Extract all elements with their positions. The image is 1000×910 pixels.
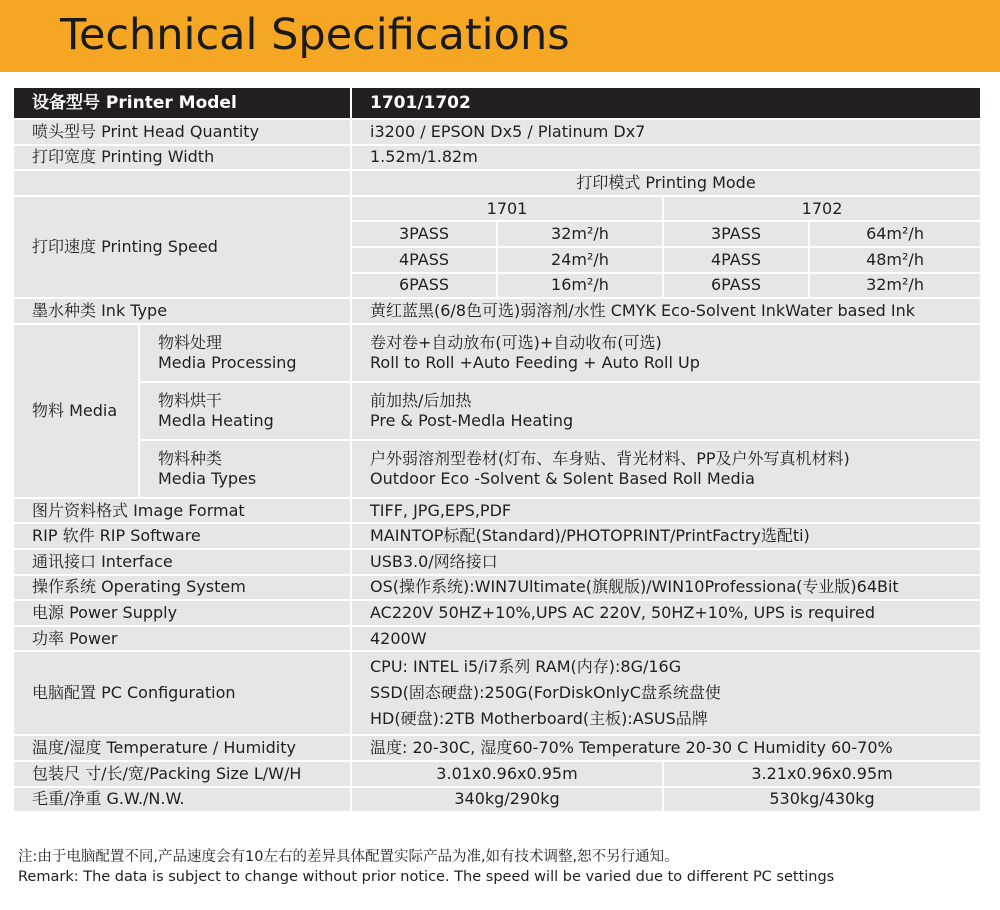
media-sub-value <box>351 440 981 498</box>
pc-line-3: HD(硬盘):2TB Motherboard(主板):ASUS品牌 <box>370 709 708 729</box>
temp-value: 温度: 20-30C, 湿度60-70% Temperature 20-30 C Humidity 60-70% <box>351 735 981 761</box>
header-label: 设备型号 Printer Model <box>13 87 351 119</box>
table-row <box>13 324 981 382</box>
print-mode-title: 打印模式 Printing Mode <box>351 170 981 196</box>
pass-cell: 4PASS <box>663 247 809 273</box>
table-row <box>13 626 981 652</box>
spec-table <box>12 86 982 813</box>
pass-cell: 3PASS <box>351 221 497 247</box>
print-width-label: 打印宽度 Printing Width <box>13 145 351 171</box>
mode-blank <box>13 170 351 196</box>
ink-label: 墨水种类 Ink Type <box>13 298 351 324</box>
speed-cell: 32m²/h <box>809 273 981 299</box>
media-sub-value <box>351 382 981 440</box>
interface-value: USB3.0/网络接口 <box>351 549 981 575</box>
power-supply-label: 电源 Power Supply <box>13 600 351 626</box>
table-row <box>13 498 981 524</box>
title-banner <box>0 0 1000 72</box>
temp-label: 温度/湿度 Temperature / Humidity <box>13 735 351 761</box>
image-format-label: 图片资料格式 Image Format <box>13 498 351 524</box>
pc-value <box>351 651 981 735</box>
packing-label: 包装尺 寸/长/宽/Packing Size L/W/H <box>13 761 351 787</box>
table-row <box>13 651 981 735</box>
pc-label: 电脑配置 PC Configuration <box>13 651 351 735</box>
media-sub-cn: 物料烘干 <box>158 390 223 410</box>
power-label: 功率 Power <box>13 626 351 652</box>
print-speed-label: 打印速度 Printing Speed <box>13 196 351 298</box>
table-row <box>13 298 981 324</box>
page-title: Technical Specifications <box>60 10 570 60</box>
model-1701: 1701 <box>351 196 663 222</box>
table-row <box>13 761 981 787</box>
interface-label: 通讯接口 Interface <box>13 549 351 575</box>
speed-cell: 32m²/h <box>497 221 663 247</box>
image-format-value: TIFF, JPG,EPS,PDF <box>351 498 981 524</box>
pc-line-2: SSD(固态硬盘):250G(ForDiskOnlyC盘系统盘使 <box>370 683 721 703</box>
weight-1702: 530kg/430kg <box>663 787 981 813</box>
packing-1702: 3.21x0.96x0.95m <box>663 761 981 787</box>
print-head-label: 喷头型号 Print Head Quantity <box>13 119 351 145</box>
os-value: OS(操作系统):WIN7Ultimate(旗舰版)/WIN10Professiona(专业版)64Bit <box>351 575 981 601</box>
ink-value: 黄红蓝黑(6/8色可选)弱溶剂/水性 CMYK Eco-Solvent InkWater based Ink <box>351 298 981 324</box>
power-value: 4200W <box>351 626 981 652</box>
speed-cell: 16m²/h <box>497 273 663 299</box>
model-1702: 1702 <box>663 196 981 222</box>
table-row <box>13 170 981 196</box>
print-width-value: 1.52m/1.82m <box>351 145 981 171</box>
speed-cell: 64m²/h <box>809 221 981 247</box>
table-row <box>13 600 981 626</box>
table-row <box>13 787 981 813</box>
media-value-en: Pre & Post-Medla Heating <box>370 410 574 430</box>
media-value-cn: 户外弱溶剂型卷材(灯布、车身贴、背光材料、PP及户外写真机材料) <box>370 448 850 468</box>
media-value-en: Roll to Roll +Auto Feeding + Auto Roll Up <box>370 352 700 372</box>
spec-table-wrapper <box>12 86 980 813</box>
pass-cell: 3PASS <box>663 221 809 247</box>
header-row <box>13 87 981 119</box>
media-sub-label <box>139 382 351 440</box>
table-row <box>13 575 981 601</box>
media-sub-label <box>139 324 351 382</box>
print-head-value: i3200 / EPSON Dx5 / Platinum Dx7 <box>351 119 981 145</box>
weight-1701: 340kg/290kg <box>351 787 663 813</box>
header-value: 1701/1702 <box>351 87 981 119</box>
table-row <box>13 440 981 498</box>
table-row <box>13 523 981 549</box>
table-row <box>13 145 981 171</box>
media-sub-label <box>139 440 351 498</box>
media-label: 物料 Media <box>13 324 139 498</box>
rip-value: MAINTOP标配(Standard)/PHOTOPRINT/PrintFactry选配ti) <box>351 523 981 549</box>
media-sub-en: Media Processing <box>158 352 297 372</box>
os-label: 操作系统 Operating System <box>13 575 351 601</box>
media-value-en: Outdoor Eco -Solvent & Solent Based Roll Media <box>370 468 755 488</box>
media-sub-en: Medla Heating <box>158 410 274 430</box>
media-sub-cn: 物料处理 <box>158 332 223 352</box>
media-value-cn: 卷对卷+自动放布(可选)+自动收布(可选) <box>370 332 662 352</box>
table-row <box>13 119 981 145</box>
table-row <box>13 382 981 440</box>
note-en: Remark: The data is subject to change without prior notice. The speed will be varied due to different PC settings <box>18 869 835 885</box>
pass-cell: 6PASS <box>663 273 809 299</box>
rip-label: RIP 软件 RIP Software <box>13 523 351 549</box>
weight-label: 毛重/净重 G.W./N.W. <box>13 787 351 813</box>
pass-cell: 4PASS <box>351 247 497 273</box>
pass-cell: 6PASS <box>351 273 497 299</box>
table-row <box>13 735 981 761</box>
power-supply-value: AC220V 50HZ+10%,UPS AC 220V, 50HZ+10%, UPS is required <box>351 600 981 626</box>
speed-cell: 48m²/h <box>809 247 981 273</box>
note-cn: 注:由于电脑配置不同,产品速度会有10左右的差异具体配置实际产品为准,如有技术调整,恕不另行通知。 <box>18 849 679 865</box>
table-row <box>13 196 981 222</box>
remark-block <box>18 847 834 887</box>
media-sub-cn: 物料种类 <box>158 448 223 468</box>
media-sub-value <box>351 324 981 382</box>
media-sub-en: Media Types <box>158 468 257 488</box>
pc-line-1: CPU: INTEL i5/i7系列 RAM(内存):8G/16G <box>370 657 682 677</box>
speed-cell: 24m²/h <box>497 247 663 273</box>
table-row <box>13 549 981 575</box>
media-value-cn: 前加热/后加热 <box>370 390 472 410</box>
packing-1701: 3.01x0.96x0.95m <box>351 761 663 787</box>
